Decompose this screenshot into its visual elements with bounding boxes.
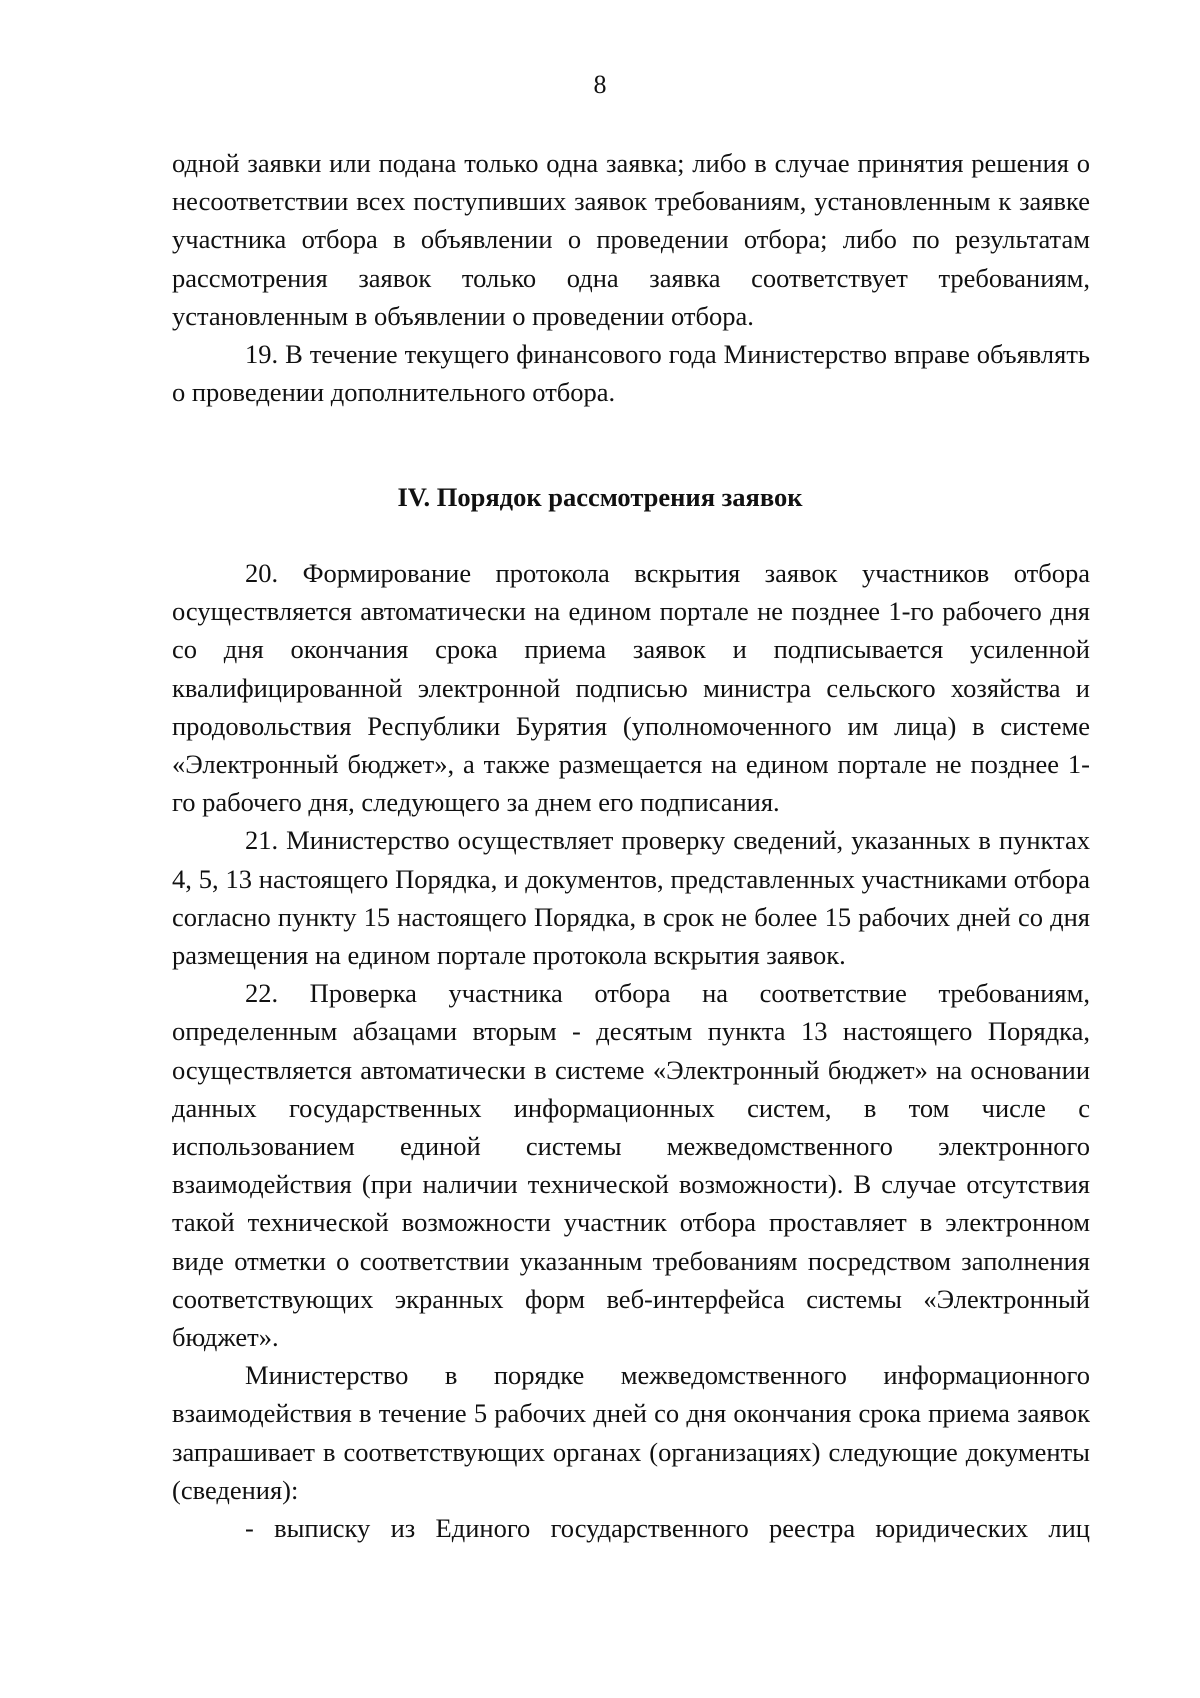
section-heading: IV. Порядок рассмотрения заявок	[397, 482, 803, 512]
paragraph-extract-item: - выписку из Единого государственного реестра юридических лиц	[245, 1513, 1090, 1544]
text-block-before-section	[172, 144, 1090, 411]
paragraph-ministry-request: Министерство в порядке межведомственного информационного взаимодействия в течение 5 рабочих дней со дня окончания срока приема заявок запрашивает в соответствующих органах (организациях) следующие документы (сведения):	[172, 1360, 1090, 1505]
paragraph-continued: одной заявки или подана только одна заявка; либо в случае принятия решения о несоответствии всех поступивших заявок требованиям, установленным к заявке участника отбора в объявлении о проведении отбора; либо по результатам рассмотрения заявок только одна заявка соответствует требованиям, установленным в объявлении о проведении отбора.	[172, 148, 1090, 331]
paragraph-22: 22. Проверка участника отбора на соответствие требованиям, определенным абзацами вторым - десятым пункта 13 настоящего Порядка, осуществляется автоматически в системе «Электронный бюджет» на основании данных государственных информационных систем, в том числе с использованием единой системы межведомственного электронного взаимодействия (при наличии технической возможности). В случае отсутствия такой технической возможности участник отбора проставляет в электронном виде отметки о соответствии указанным требованиям посредством заполнения соответствующих экранных форм веб-интерфейса системы «Электронный бюджет».	[172, 978, 1090, 1353]
paragraph-19: 19. В течение текущего финансового года Министерство вправе объявлять о проведении дополнительного отбора.	[172, 339, 1090, 408]
paragraph-21: 21. Министерство осуществляет проверку сведений, указанных в пунктах 4, 5, 13 настоящего Порядка, и документов, представленных участниками отбора согласно пункту 15 настоящего Порядка, в срок не более 15 рабочих дней со дня размещения на едином портале протокола вскрытия заявок.	[172, 825, 1090, 971]
page-number: 8	[593, 70, 607, 99]
text-block-after-section	[172, 554, 1090, 1547]
paragraph-20: 20. Формирование протокола вскрытия заявок участников отбора осуществляется автоматически на едином портале не позднее 1-го рабочего дня со дня окончания срока приема заявок и подписывается усиленной квалифицированной электронной подписью министра сельского хозяйства и продовольствия Республики Бурятия (уполномоченного им лица) в системе «Электронный бюджет», а также размещается на едином портале не позднее 1-го рабочего дня, следующего за днем его подписания.	[172, 558, 1090, 818]
